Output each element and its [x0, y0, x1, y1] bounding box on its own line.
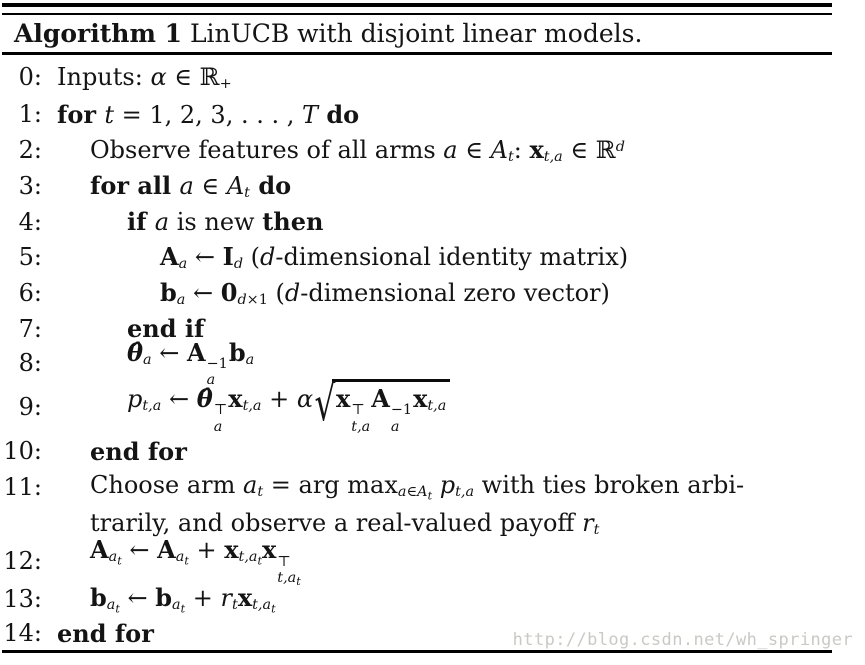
text: ∈ — [193, 172, 227, 201]
subscript — [237, 292, 267, 308]
line-content — [90, 509, 599, 538]
math-variable: t,a — [238, 549, 258, 566]
line-content — [90, 583, 276, 615]
radicand — [332, 379, 450, 434]
text: −1 — [390, 402, 413, 419]
math-variable: t,a — [252, 597, 272, 614]
keyword-or-vector: x — [335, 384, 351, 414]
subscript — [238, 549, 262, 568]
stacked-superscript — [391, 402, 412, 418]
sup-sub-stack — [351, 402, 370, 434]
stacked-superscript — [214, 402, 228, 418]
text: ← — [161, 385, 197, 414]
keyword-or-vector: do — [318, 99, 360, 129]
algorithm-line — [0, 337, 845, 389]
text: ← — [185, 279, 221, 308]
math-calligraphic: A — [226, 172, 245, 201]
text: ∈ ℝ — [562, 136, 616, 165]
line-content — [90, 535, 302, 586]
keyword-or-vector: for — [57, 99, 105, 129]
line-number: 6: — [18, 279, 42, 307]
stacked-subscript — [351, 419, 370, 435]
sup-sub-stack — [214, 402, 228, 434]
math-variable: t — [232, 597, 238, 614]
text: is new — [169, 208, 263, 236]
line-number: 12: — [3, 547, 42, 575]
text: ∈ — [457, 136, 491, 165]
top-rule-thin — [2, 13, 832, 15]
subscript — [427, 398, 446, 414]
text: Inputs: — [57, 62, 151, 91]
keyword-or-vector: A — [186, 337, 206, 367]
watermark-text: http://blog.csdn.net/wh_springer — [512, 630, 853, 650]
subscript — [220, 76, 232, 92]
math-variable: t,a — [142, 398, 162, 415]
subscript — [142, 398, 161, 414]
keyword-or-vector: b — [160, 278, 177, 308]
line-content — [90, 437, 187, 466]
subscript — [179, 256, 188, 272]
math-variable: a — [206, 372, 216, 389]
math-variable: r — [220, 584, 233, 613]
text: ⊤ — [277, 553, 291, 570]
sup-sub-stack — [277, 554, 300, 587]
keyword-or-vector: A — [160, 242, 179, 272]
algorithm-line — [0, 535, 845, 588]
math-variable: a — [178, 256, 188, 273]
algorithm-line — [0, 581, 845, 617]
text: -dimensional zero vector) — [300, 279, 610, 308]
line-number: 11: — [3, 472, 42, 501]
keyword-or-vector: if — [127, 207, 155, 236]
keyword-or-vector: end for — [57, 618, 154, 648]
math-variable: r — [582, 508, 594, 537]
algorithm-caption: LinUCB with disjoint linear models. — [182, 19, 643, 48]
radical-sign: √ — [314, 376, 336, 433]
math-variable: a — [108, 549, 118, 566]
math-variable: a — [243, 471, 258, 500]
text: ← — [187, 243, 223, 272]
subscript — [544, 149, 563, 165]
line-number: 4: — [18, 207, 42, 236]
text: ⊤ — [213, 402, 228, 419]
text: : — [513, 136, 530, 165]
math-variable: p — [439, 471, 456, 500]
text: ⊤ — [351, 402, 365, 419]
text: ( — [267, 279, 285, 308]
keyword-or-vector: x — [529, 135, 544, 165]
math-variable: t — [117, 554, 122, 568]
math-variable: T — [301, 100, 318, 129]
algorithm-line — [0, 239, 845, 275]
algorithm-line — [0, 376, 845, 435]
math-bold-italic: θ̂ — [127, 337, 144, 367]
algorithm-number-label: Algorithm 1 — [14, 19, 182, 48]
text: + — [261, 385, 297, 414]
subscript — [455, 484, 474, 500]
math-variable: d — [615, 139, 625, 156]
text: ← — [121, 536, 158, 565]
stacked-subscript — [391, 419, 400, 435]
text: ( — [243, 243, 261, 272]
keyword-or-vector: b — [155, 583, 173, 613]
algorithm-line — [0, 204, 845, 239]
algorithm-line — [0, 275, 845, 311]
math-variable: t — [104, 100, 114, 129]
keyword-or-vector: x — [261, 535, 277, 565]
algorithm-line — [0, 96, 845, 132]
line-number: 7: — [18, 314, 42, 343]
math-variable: t,a — [242, 398, 262, 415]
math-variable: d — [284, 279, 301, 308]
math-variable: a — [213, 418, 223, 435]
math-variable: d — [233, 256, 244, 273]
superscript — [616, 139, 625, 155]
keyword-or-vector: end if — [127, 314, 205, 343]
subscript — [172, 597, 186, 616]
keyword-or-vector: 0 — [220, 278, 238, 308]
top-rule-thick — [2, 3, 832, 7]
math-variable: a — [176, 292, 186, 309]
math-variable: a — [443, 136, 458, 165]
line-number: 0: — [18, 63, 42, 91]
text: -dimensional identity matrix) — [275, 243, 629, 272]
keyword-or-vector: I — [222, 242, 234, 272]
keyword-or-vector: x — [413, 384, 428, 414]
line-number: 1: — [18, 100, 42, 128]
line-number: 9: — [18, 393, 42, 421]
math-variable: t — [115, 602, 120, 616]
math-variable: a — [175, 549, 185, 566]
algorithm-line — [0, 468, 845, 505]
subscript — [271, 603, 276, 616]
math-variable: α — [296, 385, 314, 414]
keyword-or-vector: do — [249, 171, 292, 201]
line-content — [57, 100, 359, 129]
math-variable: p — [127, 385, 143, 414]
math-variable: t,a — [427, 398, 447, 415]
line-number: 10: — [3, 437, 42, 465]
line-content — [90, 171, 291, 201]
bottom-rule — [2, 650, 832, 653]
subscript — [234, 256, 243, 272]
subscript — [296, 574, 301, 587]
math-calligraphic: A — [490, 136, 508, 165]
math-variable: d — [237, 292, 247, 309]
stacked-subscript — [277, 570, 300, 587]
math-variable: a — [172, 597, 181, 614]
math-variable: a — [397, 484, 407, 501]
math-variable: t — [184, 554, 189, 568]
math-variable: t,a — [277, 569, 297, 586]
text: with ties broken arbi- — [474, 471, 745, 500]
text: −1 — [206, 355, 228, 372]
subscript — [246, 352, 255, 368]
math-variable: t — [271, 602, 276, 616]
math-variable: a — [106, 597, 116, 614]
math-variable: t — [257, 554, 262, 568]
subscript — [252, 597, 276, 616]
text: ∈ — [406, 484, 418, 501]
sup-sub-stack — [391, 402, 412, 434]
line-number: 2: — [18, 136, 42, 164]
line-content — [90, 135, 625, 165]
keyword-or-vector: end for — [90, 436, 187, 466]
text — [432, 471, 440, 499]
subscript — [397, 484, 433, 503]
keyword-or-vector: then — [262, 207, 324, 236]
stacked-superscript — [351, 402, 365, 418]
text: Choose arm — [90, 471, 244, 500]
subscript — [143, 352, 152, 368]
subscript — [243, 398, 262, 414]
math-variable: t — [296, 574, 301, 588]
line-content — [90, 471, 744, 502]
text: = arg max — [263, 471, 398, 500]
math-variable: t — [244, 185, 250, 202]
keyword-or-vector: A — [90, 535, 109, 565]
text: + — [188, 536, 225, 565]
line-number: 14: — [3, 619, 42, 647]
algorithm-line — [0, 434, 845, 468]
math-bold-italic: θ̂ — [196, 384, 213, 414]
math-variable: α — [150, 62, 167, 91]
subscript — [106, 597, 120, 616]
subscript — [594, 522, 600, 538]
keyword-or-vector: b — [90, 583, 107, 613]
keyword-or-vector: b — [228, 337, 246, 367]
line-content — [127, 376, 450, 435]
subscript — [108, 549, 122, 568]
algorithm-title — [14, 18, 642, 50]
math-variable: a — [143, 351, 152, 368]
text: ← — [119, 584, 156, 613]
line-content — [57, 63, 232, 92]
title-separator-rule — [2, 52, 832, 55]
math-variable: d — [260, 243, 276, 272]
stacked-subscript — [214, 419, 223, 435]
line-content — [127, 207, 323, 236]
math-variable: t,a — [455, 484, 475, 501]
line-number: 8: — [18, 349, 42, 377]
math-variable: a — [154, 208, 170, 236]
math-variable: t — [593, 521, 600, 538]
algorithm-line — [0, 58, 845, 96]
text: ∈ ℝ — [166, 62, 220, 91]
stacked-superscript — [277, 554, 291, 570]
keyword-or-vector: for all — [90, 171, 180, 201]
algorithm-body — [0, 58, 845, 649]
math-variable: a — [179, 172, 194, 201]
text: ← — [151, 338, 187, 367]
subscript — [175, 549, 189, 568]
text: ×1 — [246, 292, 268, 309]
keyword-or-vector: x — [237, 583, 253, 613]
line-number: 5: — [18, 243, 42, 271]
line-content — [160, 242, 628, 272]
text: + — [219, 75, 232, 92]
line-content — [160, 278, 610, 308]
keyword-or-vector: A — [371, 384, 390, 414]
text: trarily, and observe a real-valued payoff — [90, 508, 583, 537]
math-variable: a — [245, 351, 255, 368]
math-variable: a — [390, 418, 400, 435]
text: Observe features of all arms — [90, 136, 444, 165]
line-number: 13: — [3, 585, 42, 613]
text: + — [185, 584, 221, 613]
math-variable: t — [507, 149, 514, 166]
math-variable: t — [257, 484, 264, 501]
keyword-or-vector: A — [157, 535, 176, 565]
sqrt-expression — [314, 376, 450, 435]
text: = 1, 2, 3, . . . , — [114, 100, 302, 129]
line-content — [57, 619, 154, 648]
math-variable: t,a — [543, 149, 563, 166]
algorithm-line — [0, 132, 845, 168]
algorithm-line — [0, 168, 845, 204]
stacked-superscript — [207, 356, 228, 372]
line-number: 3: — [18, 172, 42, 200]
math-variable: t,a — [351, 418, 371, 435]
keyword-or-vector: x — [224, 535, 239, 565]
keyword-or-vector: x — [228, 384, 243, 414]
math-variable: t — [180, 602, 186, 616]
math-calligraphic: A — [417, 484, 428, 501]
math-variable: t — [427, 489, 433, 503]
